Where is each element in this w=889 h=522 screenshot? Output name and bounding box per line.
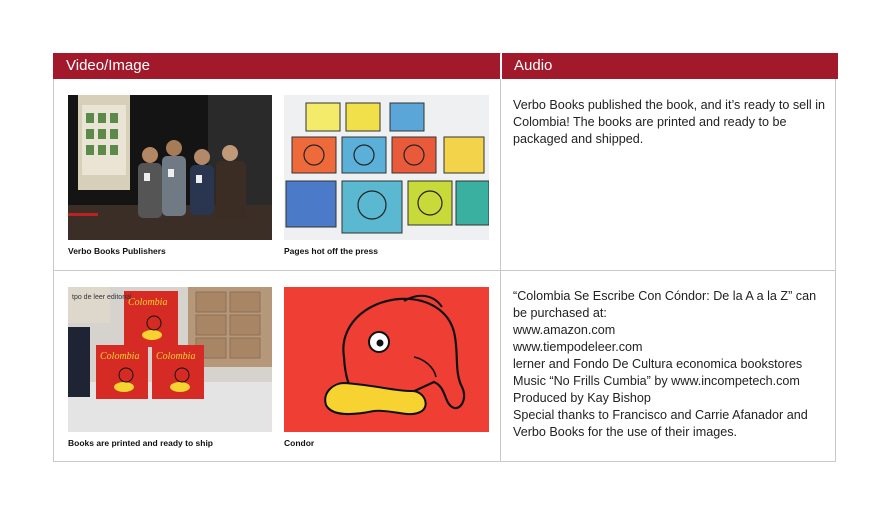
caption-books: Books are printed and ready to ship	[68, 438, 214, 448]
books-photo-icon	[68, 287, 272, 432]
pages-photo	[284, 95, 489, 240]
svg-text:Colombia: Colombia	[100, 351, 140, 362]
audio-line-tiempodeleer: www.tiempodeleer.com	[513, 340, 643, 354]
row-divider	[54, 270, 835, 271]
publishers-photo	[68, 95, 272, 240]
condor-photo	[284, 287, 489, 432]
audio-line-amazon: www.amazon.com	[513, 323, 616, 337]
storyboard-table	[53, 53, 836, 462]
svg-text:Colombia: Colombia	[156, 351, 196, 362]
publishers-group-photo-icon	[68, 95, 272, 240]
books-photo	[68, 287, 272, 432]
audio-paragraph: Verbo Books published the book, and it’s ready to sell in Colombia! The books are printed and ready to be packaged and shipped.	[513, 98, 826, 146]
sign-text: tpo de leer editorial	[72, 294, 132, 301]
audio-line-producer: Produced by Kay Bishop	[513, 391, 651, 405]
header-audio: Audio	[501, 53, 838, 79]
audio-line-bookstores: lerner and Fondo De Cultura economica bookstores	[513, 357, 803, 371]
audio-line-purchase: “Colombia Se Escribe Con Cóndor: De la A a la Z” can be purchased at:	[513, 289, 817, 320]
audio-text-row1	[513, 97, 831, 148]
audio-line-thanks: Special thanks to Francisco and Carrie Afanador and Verbo Books for the use of their images.	[513, 408, 808, 439]
printed-pages-photo-icon	[284, 95, 489, 240]
audio-text-row2	[513, 288, 831, 441]
caption-pages: Pages hot off the press	[284, 246, 378, 256]
book-cover-title: Colombia	[128, 297, 168, 308]
header-video-image: Video/Image	[53, 53, 500, 79]
audio-line-music: Music “No Frills Cumbia” by www.incompetech.com	[513, 374, 800, 388]
caption-condor: Condor	[284, 438, 315, 448]
caption-publishers: Verbo Books Publishers	[68, 246, 166, 256]
condor-illustration-icon	[284, 287, 489, 432]
